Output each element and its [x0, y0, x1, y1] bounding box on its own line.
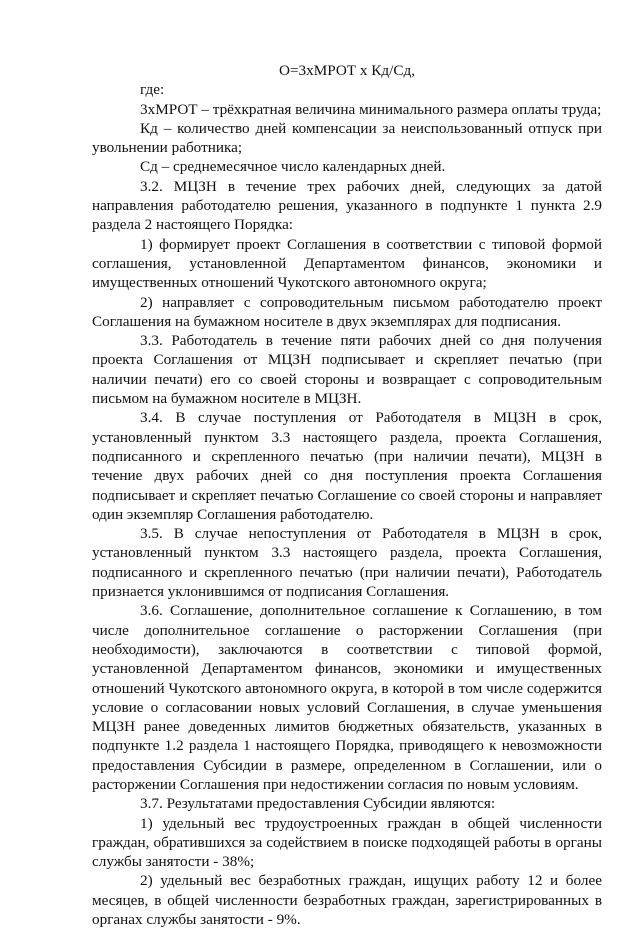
where-label: где:: [140, 81, 165, 99]
paragraph-3-2-item-2: 2) направляет с сопроводительным письмом работодателю проект Соглашения на бумажном носителе в двух экземплярах для подписания.: [92, 293, 602, 330]
paragraph-3-2-item-1: 1) формирует проект Соглашения в соответствии с типовой формой соглашения, установленной Департаментом финансов, экономики и имущественных отношений Чукотского автономного округа;: [92, 235, 602, 292]
formula: О=3хМРОТ х Кд/Сд,: [278, 62, 416, 79]
definition-3xmrot: 3хМРОТ – трёхкратная величина минимального размера оплаты труда;: [140, 100, 602, 118]
paragraph-3-7: 3.7. Результатами предоставления Субсидии являются:: [140, 795, 496, 813]
paragraph-3-4: 3.4. В случае поступления от Работодателя в МЦЗН в срок, установленный пунктом 3.3 настоящего раздела, проекта Соглашения, подписанного и скрепленного печатью (при наличии печати), МЦЗН в течение двух рабочих дней со дня поступления проекта Соглашения подписывает и скрепляет печатью Соглашение со своей стороны и направляет один экземпляр Соглашения работодателю.: [92, 409, 602, 523]
definition-kd: Кд – количество дней компенсации за неиспользованный отпуск при увольнении работника;: [92, 119, 602, 157]
paragraph-3-3: 3.3. Работодатель в течение пяти рабочих дней со дня получения проекта Соглашения от МЦЗН подписывает и скрепляет печатью (при наличии печати) его со своей стороны и возвращает с сопроводительным письмом на бумажном носителе в МЦЗН.: [92, 332, 602, 408]
paragraph-3-7-item-2: 2) удельный вес безработных граждан, ищущих работу 12 и более месяцев, в общей численности безработных граждан, зарегистрированных в органах службы занятости - 9%.: [92, 872, 602, 929]
paragraph-3-6: 3.6. Соглашение, дополнительное соглашение к Соглашению, в том числе дополнительное соглашение о расторжении Соглашения (при необходимости), заключаются в соответствии с типовой формой, установленной Департаментом финансов, экономики и имущественных отношений Чукотского автономного округа, в которой в том числе содержится условие о согласовании новых условий Соглашения, в случае уменьшения МЦЗН ранее доведенных лимитов бюджетных обязательств, указанных в подпункте 1.2 раздела 1 настоящего Порядка, приводящего к невозможности предоставления Субсидии в размере, определенном в Соглашении, или о расторжении Соглашения при недостижении согласия по новым условиям.: [92, 602, 602, 793]
paragraph-3-2: 3.2. МЦЗН в течение трех рабочих дней, следующих за датой направления работодателю решения, указанного в подпункте 1 пункта 2.9 раздела 2 настоящего Порядка:: [92, 177, 602, 234]
paragraph-3-5: 3.5. В случае непоступления от Работодателя в МЦЗН в срок, установленный пунктом 3.3 настоящего раздела, проекта Соглашения, подписанного и скрепленного печатью (при наличии печати), Работодатель признается уклонившимся от подписания Соглашения.: [92, 525, 602, 601]
definition-sd: Сд – среднемесячное число календарных дней.: [140, 158, 446, 176]
paragraph-3-7-item-1: 1) удельный вес трудоустроенных граждан в общей численности граждан, обратившихся за содействием в поиске подходящей работы в органы службы занятости - 38%;: [92, 814, 602, 871]
